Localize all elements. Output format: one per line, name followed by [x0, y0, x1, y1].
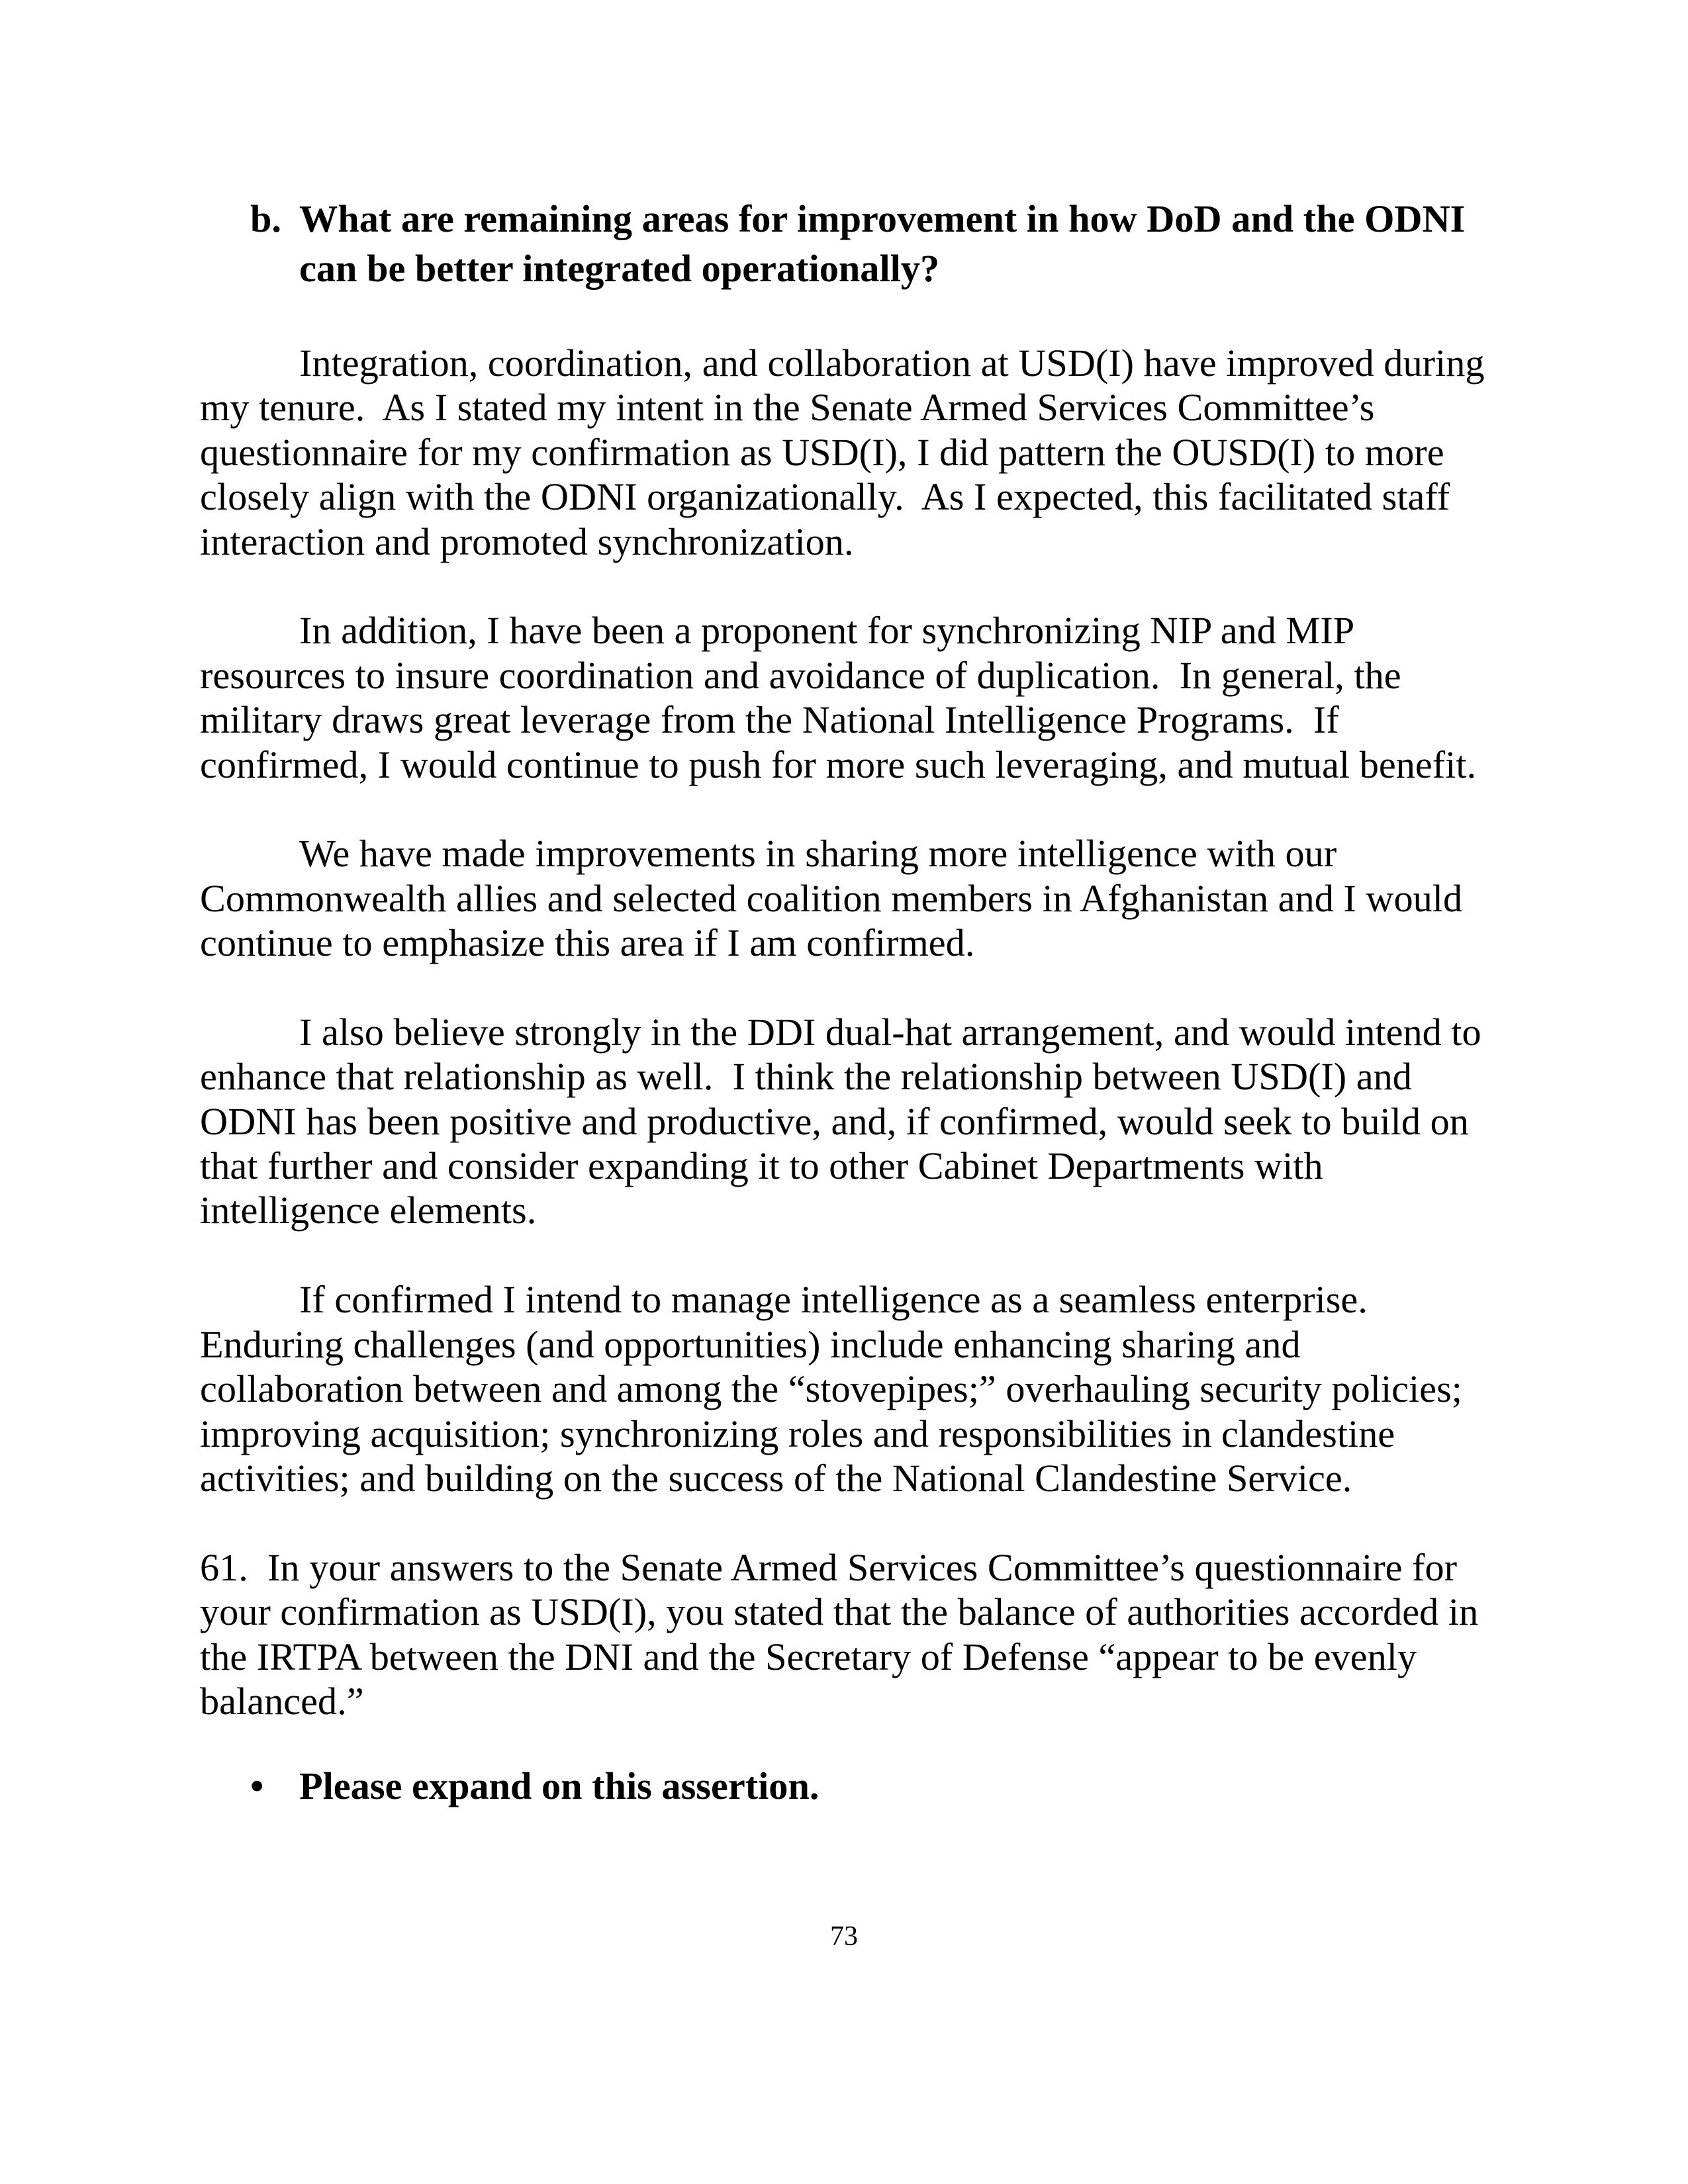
paragraph-line: ODNI has been positive and productive, and, if confirmed, would seek to build on [200, 1100, 1469, 1143]
question-line: your confirmation as USD(I), you stated that the balance of authorities accorded in [200, 1590, 1479, 1633]
paragraph-line: questionnaire for my confirmation as USD(I), I did pattern the OUSD(I) to more [200, 431, 1444, 474]
paragraph-line: Integration, coordination, and collaboration at USD(I) have improved during [299, 341, 1485, 385]
paragraph-line: enhance that relationship as well. I think the relationship between USD(I) and [200, 1055, 1412, 1098]
question-line: balanced.” [200, 1680, 364, 1723]
paragraph-line: activities; and building on the success of the National Clandestine Service. [200, 1457, 1352, 1500]
paragraph-line: that further and consider expanding it to other Cabinet Departments with [200, 1144, 1323, 1187]
question-b-label: b. [250, 197, 281, 240]
question-line: 61. In your answers to the Senate Armed Services Committee’s questionnaire for [200, 1546, 1458, 1589]
paragraph-line: In addition, I have been a proponent for synchronizing NIP and MIP [299, 609, 1355, 652]
paragraph-line: intelligence elements. [200, 1189, 537, 1232]
paragraph-line: confirmed, I would continue to push for more such leveraging, and mutual benefit. [200, 743, 1477, 786]
paragraph-line: I also believe strongly in the DDI dual-hat arrangement, and would intend to [299, 1011, 1481, 1054]
paragraph-line: We have made improvements in sharing more intelligence with our [299, 832, 1337, 875]
paragraph-line: Enduring challenges (and opportunities) include enhancing sharing and [200, 1323, 1301, 1366]
paragraph-line: interaction and promoted synchronization. [200, 520, 854, 563]
paragraph-line: resources to insure coordination and avoidance of duplication. In general, the [200, 654, 1401, 697]
paragraph-line: continue to emphasize this area if I am confirmed. [200, 921, 975, 964]
paragraph-line: If confirmed I intend to manage intelligence as a seamless enterprise. [299, 1278, 1368, 1321]
question-b-line-2: can be better integrated operationally? [299, 247, 940, 290]
bullet-icon: • [250, 1764, 264, 1807]
question-line: the IRTPA between the DNI and the Secretary of Defense “appear to be evenly [200, 1635, 1417, 1678]
paragraph-line: military draws great leverage from the National Intelligence Programs. If [200, 698, 1339, 741]
paragraph-line: improving acquisition; synchronizing roles and responsibilities in clandestine [200, 1412, 1395, 1455]
bullet-text: Please expand on this assertion. [299, 1764, 820, 1807]
paragraph-line: closely align with the ODNI organizationally. As I expected, this facilitated staff [200, 475, 1450, 518]
paragraph-line: collaboration between and among the “stovepipes;” overhauling security policies; [200, 1367, 1463, 1410]
question-b-line-1: What are remaining areas for improvement in how DoD and the ODNI [299, 197, 1466, 240]
page-number: 73 [830, 1921, 858, 1952]
paragraph-line: my tenure. As I stated my intent in the Senate Armed Services Committee’s [200, 386, 1375, 429]
paragraph-line: Commonwealth allies and selected coalition members in Afghanistan and I would [200, 877, 1463, 920]
